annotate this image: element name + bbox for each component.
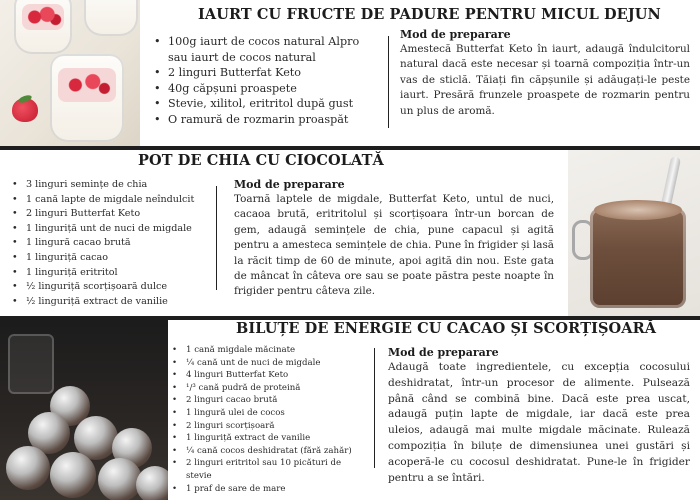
column-divider [388, 36, 389, 128]
recipe-chia-section [0, 150, 700, 316]
recipe-yogurt-section [0, 0, 700, 146]
energy-ball [98, 458, 142, 500]
method-text: Toarnă laptele de migdale, Butterfat Keto, untul de nuci, cacaoa brută, eritritolul și scorțișoara într-un borcan de gem, adaugă semințele de chia, pune capacul și agită pentru a amesteca semințele de chia. Pune în frigider și lasă la răcit timp de 60 de minute, apoi agită din nou. Este gata de mâncat în câteva ore sau se poate păstra peste noapte în frigider pentru câteva zile. [234, 193, 554, 298]
ingredient-item: • 1 linguriță eritritol [12, 266, 210, 281]
recipe-title: IAURT CU FRUCTE DE PADURE PENTRU MICUL DEJUN [198, 6, 661, 23]
ingredient-item: • Stevie, xilitol, eritritol după gust [154, 96, 376, 112]
ingredient-item: • 2 linguri eritritol sau 10 picături de stevie [172, 457, 368, 482]
ingredient-item: • 2 linguri Butterfat Keto [154, 65, 376, 81]
ingredients-list [172, 344, 368, 495]
column-divider [216, 186, 217, 290]
ingredient-item: • 1 praf de sare de mare [172, 483, 368, 496]
recipe-title: BILUȚE DE ENERGIE CU CACAO ȘI SCORȚIȘOARĂ [236, 320, 657, 337]
ingredient-item: • 2 linguri scorțișoară [172, 420, 368, 433]
ingredient-item: • 2 linguri cacao brută [172, 394, 368, 407]
cocoa-energy-balls-photo [0, 320, 168, 500]
energy-ball [50, 452, 96, 498]
method-text: Adaugă toate ingredientele, cu excepția cocosului deshidratat, într-un procesor de alimente. Pulsează până când se combină bine. Dacă este prea uscat, adaugă puțin lapte de migdale, iar dacă este prea uleios, adaugă mai multe migdale măcinate. Rulează compoziția în biluțe de dimensiunea unei gustări și acoperă-le cu cocosul deshidratat. Pune-le în frigider pentru a se întări. [388, 361, 690, 484]
recipe-title: POT DE CHIA CU CIOCOLATĂ [138, 152, 384, 169]
yogurt-jar [84, 0, 138, 36]
ingredient-item: • 1 lingură ulei de cocos [172, 407, 368, 420]
ingredient-item: • 1 linguriță unt de nuci de migdale [12, 222, 210, 237]
chia-jar [590, 208, 686, 308]
ingredient-item: • 1 linguriță cacao [12, 251, 210, 266]
recipe-energy-balls-section [0, 320, 700, 500]
ingredient-item: • 2 linguri Butterfat Keto [12, 207, 210, 222]
ingredient-item: • 1 cană migdale măcinate [172, 344, 368, 357]
ingredient-item: • 1 lingură cacao brută [12, 236, 210, 251]
ingredients-list [12, 178, 210, 309]
ingredient-item: • 40g căpșuni proaspete [154, 81, 376, 97]
ingredient-item: • 3 linguri semințe de chia [12, 178, 210, 193]
ingredient-item: • 1 linguriță extract de vanilie [172, 432, 368, 445]
ingredient-item: • ¼ cană unt de nuci de migdale [172, 357, 368, 370]
method-block [234, 178, 554, 300]
energy-ball [136, 466, 168, 500]
method-block [400, 28, 690, 119]
ingredient-item: • 1 cană lapte de migdale neîndulcit [12, 193, 210, 208]
method-heading: Mod de preparare [400, 28, 511, 41]
yogurt-jars-photo [0, 0, 140, 146]
chia-topping [594, 200, 682, 220]
chia-pudding-jar-photo [568, 150, 700, 316]
ingredients-list [154, 34, 376, 128]
ingredient-item: • O ramură de rozmarin proaspăt [154, 112, 376, 128]
method-text: Amestecă Butterfat Keto în iaurt, adaugă îndulcitorul natural dacă este necesar și toarnă compoziția într-un vas de sticlă. Tăiați fin căpșunile și adăugați-le peste iaurt. Presără frunzele proaspete de rozmarin pentru un plus de aromă. [400, 43, 690, 117]
yogurt-jar [50, 54, 124, 142]
ingredient-item: • 100g iaurt de cocos natural Alpro sau iaurt de cocos natural [154, 34, 376, 65]
method-heading: Mod de preparare [388, 346, 499, 359]
method-heading: Mod de preparare [234, 178, 345, 191]
ingredient-item: • ¹/³ cană pudră de proteină [172, 382, 368, 395]
ingredient-item: • ½ linguriță scorțișoară dulce [12, 280, 210, 295]
yogurt-jar [14, 0, 72, 54]
energy-ball [6, 446, 50, 490]
glass-jar [8, 334, 54, 394]
ingredient-item: • ¼ cană cocos deshidratat (fără zahăr) [172, 445, 368, 458]
column-divider [374, 348, 375, 468]
method-block [388, 346, 690, 486]
ingredient-item: • ½ linguriță extract de vanilie [12, 295, 210, 310]
ingredient-item: • 4 linguri Butterfat Keto [172, 369, 368, 382]
